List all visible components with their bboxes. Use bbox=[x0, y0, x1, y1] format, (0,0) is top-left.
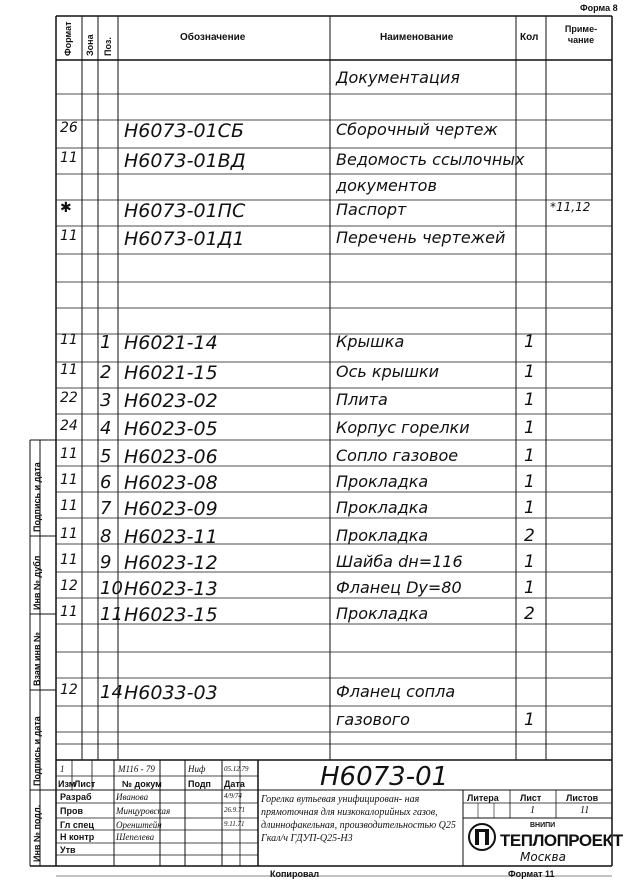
format-cell: 11 bbox=[60, 362, 78, 378]
sheet-value: 1 bbox=[530, 805, 535, 816]
header-format: Формат bbox=[63, 21, 73, 56]
person-role: Гл спец bbox=[60, 820, 94, 830]
margin-sign-date-2: Подпись и дата bbox=[32, 716, 42, 786]
name-cell: Перечень чертежей bbox=[336, 228, 506, 247]
name-cell: Прокладка bbox=[336, 498, 429, 517]
person-date: 26.9.71 bbox=[224, 806, 245, 814]
pos-cell: 5 bbox=[100, 446, 112, 467]
qty-cell: 1 bbox=[524, 418, 535, 438]
name-cell: Паспорт bbox=[336, 200, 407, 219]
designation-cell: Н6023-13 bbox=[124, 578, 218, 600]
format-cell: 11 bbox=[60, 446, 78, 462]
pos-cell: 1 bbox=[100, 332, 112, 353]
designation-cell: Н6023-06 bbox=[124, 446, 218, 468]
name-cell: Прокладка bbox=[336, 604, 429, 623]
person-name: Оренштейн bbox=[116, 820, 162, 830]
qty-cell: 1 bbox=[524, 710, 535, 730]
pos-cell: 9 bbox=[100, 552, 112, 573]
format-cell: 11 bbox=[60, 332, 78, 348]
form-label: Форма 8 bbox=[580, 3, 618, 13]
qty-cell: 1 bbox=[524, 472, 535, 492]
person-date: 9.11.71 bbox=[224, 820, 245, 828]
product-name: Горелка вутьевая унифицирован- ная прямоточная для низкокалорийных газов, длиннофакельная, производительностью Q25 Гкал/ч ГДУП-Q25-Н3 bbox=[261, 794, 456, 844]
designation-cell: Н6023-12 bbox=[124, 552, 218, 574]
margin-inv-podl: Инв № подл. bbox=[32, 804, 42, 862]
margin-inv-dubl: Инв № дубл bbox=[32, 555, 42, 610]
label-data: Дата bbox=[224, 779, 245, 789]
city: Москва bbox=[520, 850, 566, 864]
designation-cell: Н6073-01Д1 bbox=[124, 228, 245, 250]
header-designation: Обозначение bbox=[180, 32, 246, 43]
format-cell: 12 bbox=[60, 578, 78, 594]
sheets-label: Листов bbox=[566, 793, 599, 803]
org-name: ТЕПЛОПРОЕКТ bbox=[500, 831, 623, 850]
name-cell: газового bbox=[336, 710, 410, 729]
pos-cell: 14 bbox=[100, 682, 123, 703]
designation-cell: Н6023-05 bbox=[124, 418, 218, 440]
qty-cell: 1 bbox=[524, 362, 535, 382]
pos-cell: 4 bbox=[100, 418, 112, 439]
designation-cell: Н6021-14 bbox=[124, 332, 218, 354]
pos-cell: 6 bbox=[100, 472, 112, 493]
sheets-value: 11 bbox=[580, 805, 590, 816]
label-ndoc: № докум bbox=[122, 779, 162, 789]
pos-cell: 3 bbox=[100, 390, 112, 411]
format-cell: 26 bbox=[60, 120, 78, 136]
name-cell: Крышка bbox=[336, 332, 405, 351]
qty-cell: 2 bbox=[524, 604, 535, 624]
margin-vzam-inv: Взам инв № bbox=[32, 631, 42, 686]
format-cell: 11 bbox=[60, 552, 78, 568]
name-cell: Прокладка bbox=[336, 472, 429, 491]
header-zone: Зона bbox=[85, 34, 95, 56]
format-cell: 11 bbox=[60, 228, 78, 244]
person-date: 4/9/74 bbox=[224, 792, 242, 800]
format-cell: 22 bbox=[60, 390, 78, 406]
qty-cell: 1 bbox=[524, 498, 535, 518]
name-cell: Фланец Dу=80 bbox=[336, 578, 462, 597]
person-role: Утв bbox=[60, 845, 76, 855]
litera-label: Литера bbox=[467, 793, 499, 803]
org-top: ВНИПИ bbox=[530, 822, 556, 829]
format-cell: 11 bbox=[60, 472, 78, 488]
header-qty: Кол bbox=[520, 32, 539, 43]
label-list: Лист bbox=[74, 779, 96, 789]
person-role: Н контр bbox=[60, 832, 95, 842]
designation-cell: Н6023-11 bbox=[124, 526, 218, 548]
label-podp: Подп bbox=[188, 779, 211, 789]
name-cell: документов bbox=[336, 176, 437, 195]
designation-cell: Н6033-03 bbox=[124, 682, 218, 704]
format-cell: 11 bbox=[60, 498, 78, 514]
person-name: Иванова bbox=[116, 792, 149, 802]
format-cell: 11 bbox=[60, 150, 78, 166]
qty-cell: 1 bbox=[524, 578, 535, 598]
format-cell: 12 bbox=[60, 682, 78, 698]
margin-sign-date: Подпись и дата bbox=[32, 462, 42, 532]
sheet-label: Лист bbox=[520, 793, 542, 803]
pos-cell: 2 bbox=[100, 362, 112, 383]
format-cell: 24 bbox=[60, 418, 78, 434]
name-cell: Фланец сопла bbox=[336, 682, 456, 701]
qty-cell: 2 bbox=[524, 526, 535, 546]
copied-label: Копировал bbox=[270, 869, 320, 879]
doc-number: Н6073-01 bbox=[320, 762, 449, 792]
name-cell: Шайба dн=116 bbox=[336, 552, 463, 571]
name-cell: Сборочный чертеж bbox=[336, 120, 498, 139]
pos-cell: 8 bbox=[100, 526, 112, 547]
person-role: Разраб bbox=[60, 792, 92, 802]
person-role: Пров bbox=[60, 806, 83, 816]
name-cell: Ось крышки bbox=[336, 362, 440, 381]
person-name: Шепелева bbox=[116, 832, 155, 842]
qty-cell: 1 bbox=[524, 332, 535, 352]
format-label: Формат 11 bbox=[508, 869, 555, 879]
designation-cell: Н6073-01ВД bbox=[124, 150, 246, 172]
pos-cell: 10 bbox=[100, 578, 123, 599]
change-sign: Ниф bbox=[188, 764, 206, 774]
name-cell: Ведомость ссылочных bbox=[336, 150, 525, 169]
teploproekt-logo-icon bbox=[467, 822, 497, 852]
qty-cell: 1 bbox=[524, 390, 535, 410]
name-cell: Документация bbox=[336, 68, 460, 87]
name-cell: Прокладка bbox=[336, 526, 429, 545]
designation-cell: Н6073-01ПС bbox=[124, 200, 246, 222]
header-pos: Поз. bbox=[103, 37, 113, 56]
qty-cell: 1 bbox=[524, 552, 535, 572]
header-note: Приме- чание bbox=[564, 24, 598, 45]
qty-cell: 1 bbox=[524, 446, 535, 466]
format-cell: ✱ bbox=[60, 200, 72, 216]
header-name: Наименование bbox=[380, 32, 454, 43]
note-cell: *11,12 bbox=[550, 200, 591, 214]
label-izm: Изм bbox=[58, 779, 76, 789]
designation-cell: Н6073-01СБ bbox=[124, 120, 244, 142]
format-cell: 11 bbox=[60, 604, 78, 620]
designation-cell: Н6023-15 bbox=[124, 604, 218, 626]
name-cell: Корпус горелки bbox=[336, 418, 470, 437]
designation-cell: Н6021-15 bbox=[124, 362, 218, 384]
designation-cell: Н6023-09 bbox=[124, 498, 218, 520]
pos-cell: 11 bbox=[100, 604, 123, 625]
pos-cell: 7 bbox=[100, 498, 112, 519]
designation-cell: Н6023-08 bbox=[124, 472, 218, 494]
person-name: Минцуровская bbox=[116, 806, 171, 816]
change-doc: М116 - 79 bbox=[118, 764, 155, 774]
change-izm: 1 bbox=[60, 764, 65, 774]
change-date: 05.12.79 bbox=[224, 765, 249, 773]
name-cell: Плита bbox=[336, 390, 388, 409]
designation-cell: Н6023-02 bbox=[124, 390, 218, 412]
name-cell: Сопло газовое bbox=[336, 446, 459, 465]
format-cell: 11 bbox=[60, 526, 78, 542]
